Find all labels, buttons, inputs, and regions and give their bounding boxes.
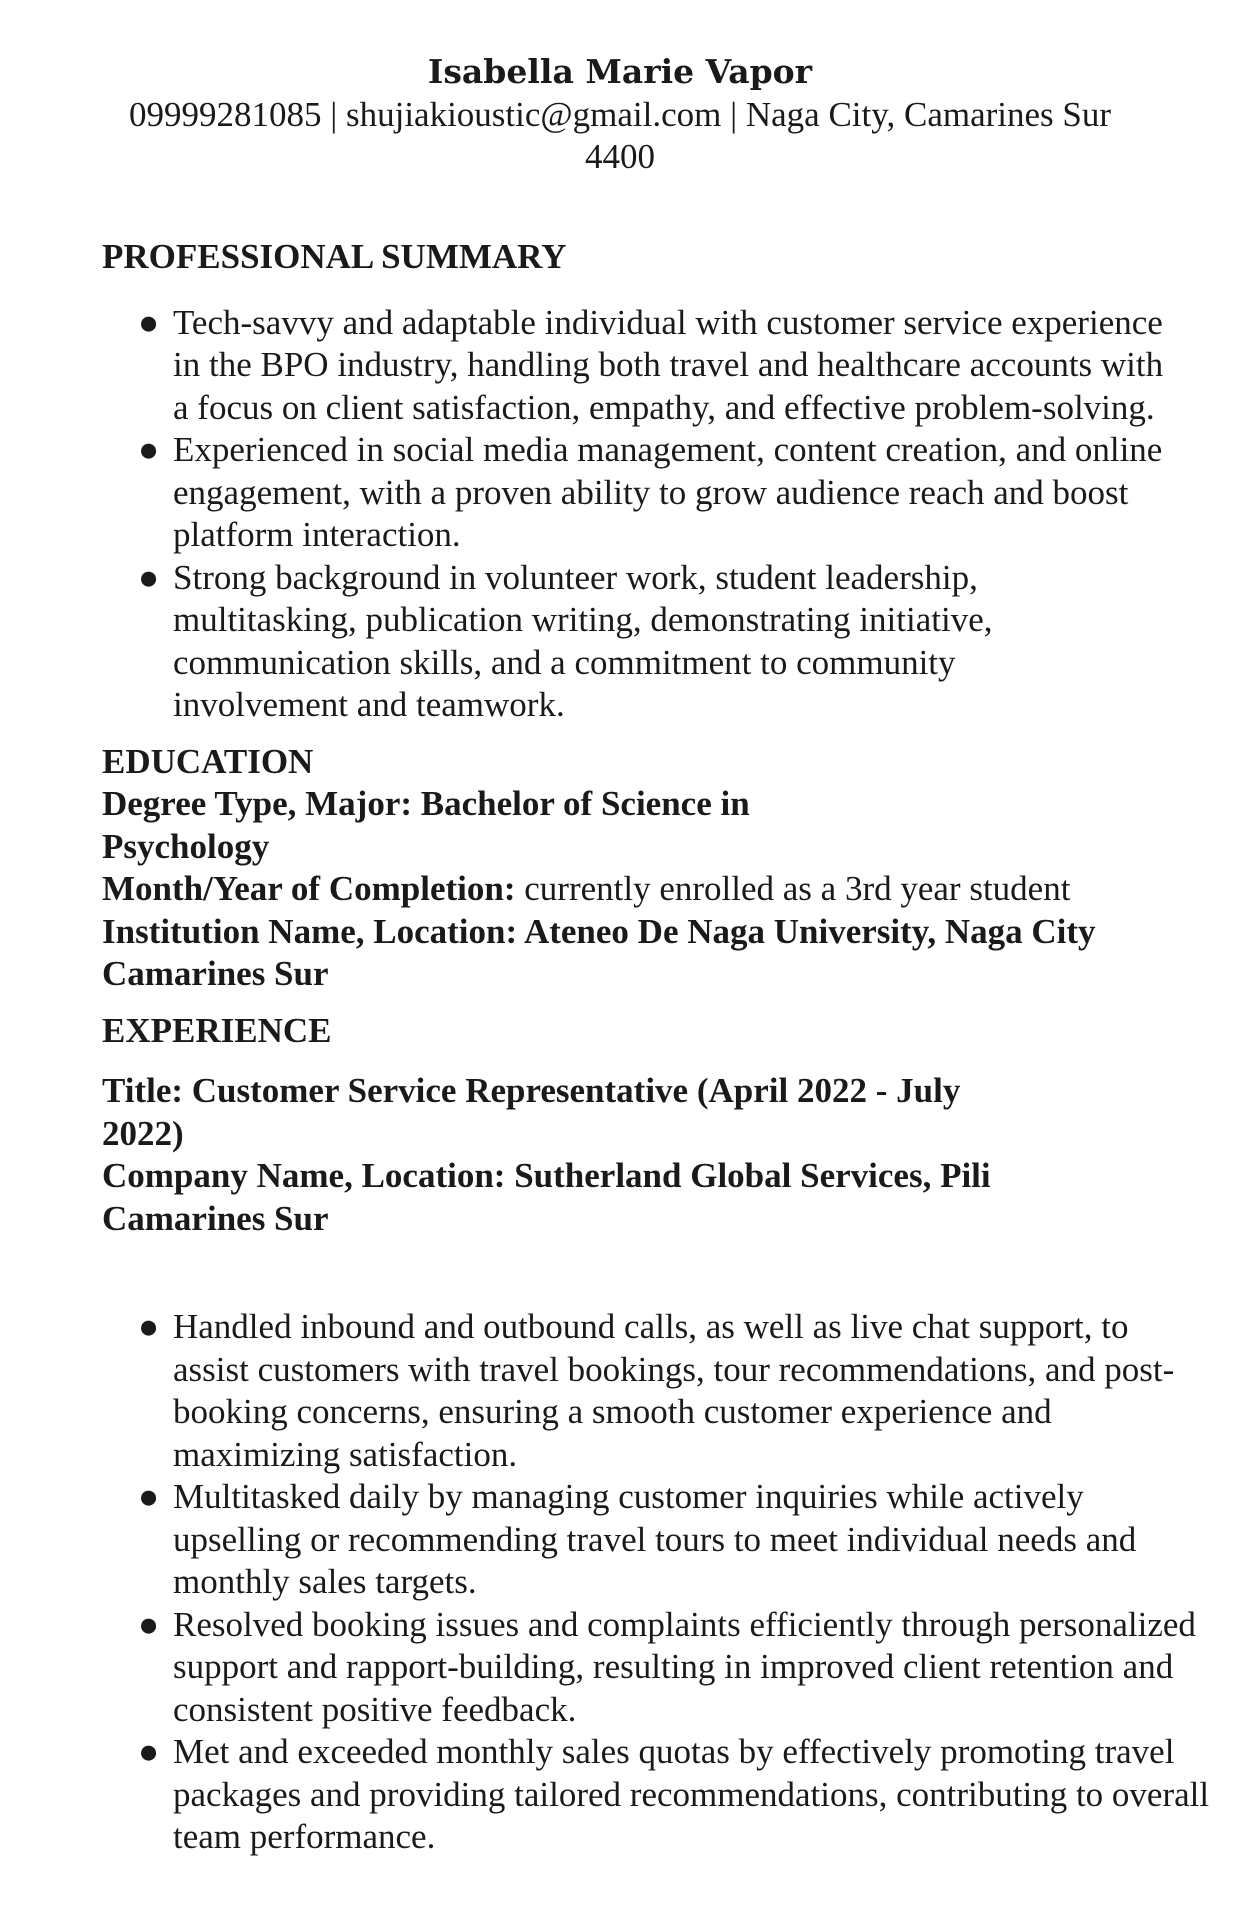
experience-item-text: Handled inbound and outbound calls, as well as live chat support, to assist customers with travel bookings, tour recommendations, and post-booking concerns, ensuring a smooth customer experience and maximizing satisfaction. [173, 1307, 1175, 1474]
education-institution: Institution Name, Location: Ateneo De Naga University, Naga City Camarines Sur [102, 911, 1096, 993]
bullet-icon: ● [138, 430, 160, 469]
education-degree: Degree Type, Major: Bachelor of Science in Psychology [102, 784, 750, 866]
bullet-icon: ● [138, 1604, 160, 1644]
summary-item-text: Tech-savvy and adaptable individual with customer service experience in the BPO industry, handling both travel and healthcare accounts with a focus on client satisfaction, empathy, and effective problem-solving. [173, 302, 1164, 427]
experience-item [102, 1306, 1213, 1476]
experience-item [102, 1731, 1213, 1859]
experience-item-text: Multitasked daily by managing customer inquiries while actively upselling or recommending travel tours to meet individual needs and monthly sales targets. [173, 1477, 1137, 1601]
experience-item [102, 1604, 1213, 1732]
summary-item [102, 557, 1113, 727]
experience-job-title: Title: Customer Service Representative (April 2022 - July 2022) [102, 1071, 961, 1153]
experience-list [102, 1306, 1210, 1859]
candidate-name: Isabella Marie Vapor [427, 52, 813, 91]
education-completion [102, 868, 1142, 911]
resume-header [120, 50, 1120, 178]
resume-body [102, 236, 1210, 1859]
summary-item-text: Experienced in social media management, content creation, and online engagement, with a proven ability to grow audience reach and boost platform interaction. [173, 430, 1163, 554]
bullet-icon: ● [138, 302, 160, 342]
bullet-icon: ● [138, 1477, 160, 1516]
contact-info: 09999281085 | shujiakioustic@gmail.com | Naga City, Camarines Sur 4400 [128, 95, 1112, 176]
experience-item-text: Resolved booking issues and complaints efficiently through personalized support and rapport-building, resulting in improved client retention and consistent positive feedback. [173, 1604, 1196, 1729]
summary-list [102, 302, 1164, 727]
education-heading: EDUCATION [102, 741, 314, 781]
bullet-icon: ● [138, 1307, 160, 1346]
experience-company: Company Name, Location: Sutherland Global Services, Pili Camarines Sur [102, 1156, 991, 1238]
bullet-icon: ● [138, 557, 160, 597]
summary-item-text: Strong background in volunteer work, student leadership, multitasking, publication writing, demonstrating initiative, communication skills, and a commitment to community involvement and teamwork. [173, 557, 993, 724]
summary-item [102, 429, 1173, 557]
completion-label: Month/Year of Completion: [102, 869, 516, 908]
experience-item [102, 1476, 1213, 1604]
summary-heading: PROFESSIONAL SUMMARY [102, 237, 567, 276]
experience-heading: EXPERIENCE [102, 1010, 332, 1050]
summary-item [102, 302, 1173, 430]
bullet-icon: ● [138, 1732, 160, 1771]
experience-item-text: Met and exceeded monthly sales quotas by effectively promoting travel packages and providing tailored recommendations, contributing to overall team performance. [173, 1732, 1210, 1856]
completion-value: currently enrolled as a 3rd year student [515, 869, 1071, 908]
